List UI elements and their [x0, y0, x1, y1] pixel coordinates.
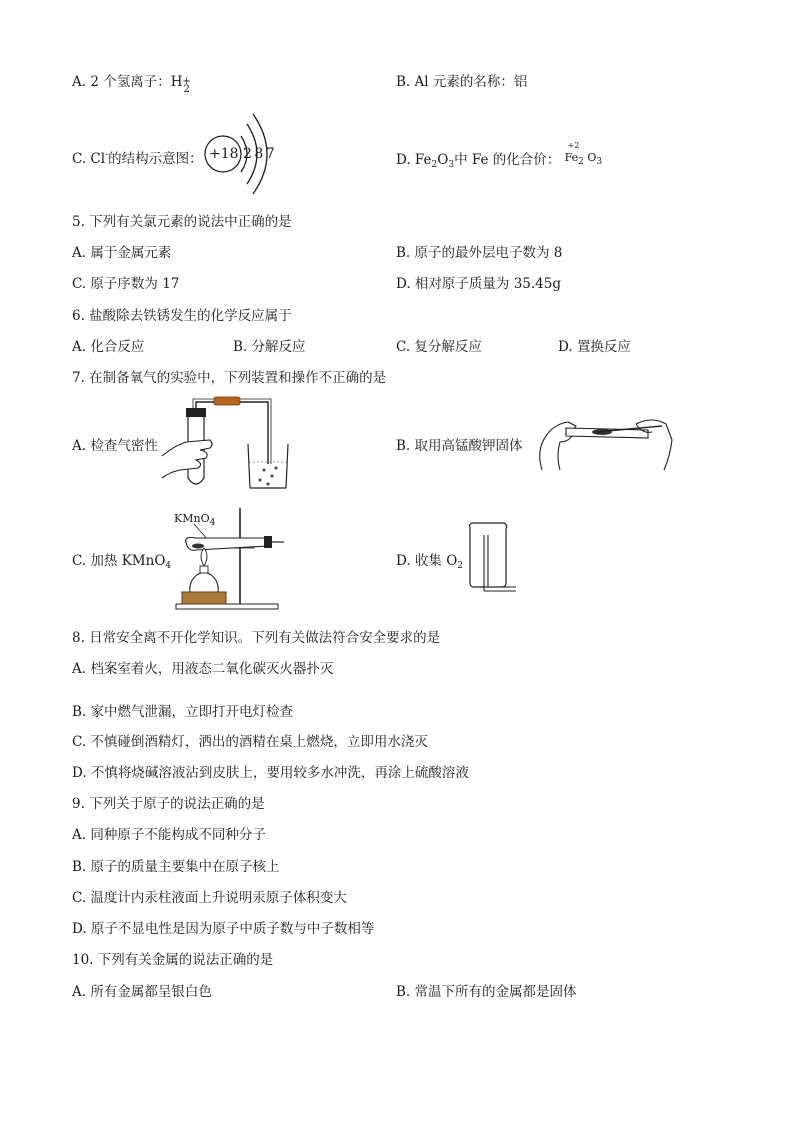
- collecting-oxygen-illustration: [464, 521, 518, 593]
- q8-option-b[interactable]: B. 家中燃气泄漏，立即打开电灯检查: [72, 704, 294, 720]
- spatula-tube-svg: [532, 410, 674, 472]
- h2-subscript: 2: [183, 84, 190, 95]
- q9-option-d[interactable]: D. 原子不显电性是因为原子中质子数与中子数相等: [72, 921, 375, 937]
- q5-option-a[interactable]: A. 属于金属元素: [72, 245, 172, 261]
- q7-option-d[interactable]: D. 收集 $O_2$: [396, 553, 464, 571]
- q7-option-a[interactable]: A. 检查气密性: [72, 438, 158, 454]
- q10-option-b[interactable]: B. 常温下所有的金属都是固体: [396, 984, 577, 1000]
- q6-stem: 6. 盐酸除去铁锈发生的化学反应属于: [72, 308, 292, 324]
- q7-stem: 7. 在制备氧气的实验中，下列装置和操作不正确的是: [72, 370, 387, 386]
- valence-mark: +2: [567, 141, 580, 150]
- h2-charge: +: [182, 76, 191, 87]
- q9-stem: 9. 下列关于原子的说法正确的是: [72, 796, 265, 812]
- kmno4-label: KMnO$_4$: [174, 512, 216, 528]
- q10-stem: 10. 下列有关金属的说法正确的是: [72, 952, 274, 968]
- q8-option-d[interactable]: D. 不慎将烧碱溶液沾到皮肤上，要用较多水冲洗，再涂上硫酸溶液: [72, 765, 469, 781]
- gas-jar-svg: [464, 521, 518, 593]
- q8-option-a[interactable]: A. 档案室着火，用液态二氧化碳灭火器扑灭: [72, 661, 334, 677]
- airtightness-svg: [160, 398, 290, 494]
- airtightness-check-apparatus-illustration: [160, 398, 290, 494]
- q6-option-b[interactable]: B. 分解反应: [233, 339, 306, 355]
- q7-option-b[interactable]: B. 取用高锰酸钾固体: [396, 438, 523, 454]
- q5-option-c[interactable]: C. 原子序数为 17: [72, 276, 180, 292]
- q9-option-b[interactable]: B. 原子的质量主要集中在原子核上: [72, 859, 280, 875]
- q4-option-d[interactable]: D. $Fe_2O_3$中 Fe 的化合价： +2 $Fe_2$ $O_3$: [396, 146, 611, 174]
- heating-kmno4-apparatus-illustration: [168, 506, 286, 612]
- q8-option-c[interactable]: C. 不慎碰倒酒精灯，洒出的酒精在桌上燃烧，立即用水浇灭: [72, 734, 428, 750]
- cl-ion-structure-diagram: [203, 110, 293, 198]
- q4-option-b[interactable]: B. Al 元素的名称：铝: [396, 74, 528, 90]
- taking-potassium-permanganate-illustration: [532, 410, 674, 472]
- fe2o3-valence-formula: +2 $Fe_2$ $O_3$: [565, 146, 611, 164]
- q9-option-a[interactable]: A. 同种原子不能构成不同种分子: [72, 827, 266, 843]
- q9-option-c[interactable]: C. 温度计内汞柱液面上升说明汞原子体积变大: [72, 890, 347, 906]
- q5-option-b[interactable]: B. 原子的最外层电子数为 8: [396, 245, 563, 261]
- nucleus-charge: +18: [209, 146, 239, 162]
- q6-option-c[interactable]: C. 复分解反应: [396, 339, 482, 355]
- q8-stem: 8. 日常安全离不开化学知识。下列有关做法符合安全要求的是: [72, 630, 441, 646]
- q6-option-a[interactable]: A. 化合反应: [72, 339, 145, 355]
- q5-option-d[interactable]: D. 相对原子质量为 35.45g: [396, 276, 562, 292]
- q10-option-a[interactable]: A. 所有金属都呈银白色: [72, 984, 212, 1000]
- q5-stem: 5. 下列有关氯元素的说法中正确的是: [72, 214, 292, 230]
- heating-apparatus-svg: [168, 506, 286, 612]
- q4-option-a[interactable]: A. 2 个氢离子：H + 2: [72, 74, 191, 95]
- q7-option-c[interactable]: C. 加热 KMnO$_4$: [72, 553, 172, 571]
- q6-option-d[interactable]: D. 置换反应: [558, 339, 631, 355]
- q4-option-c[interactable]: C. Cl-的结构示意图：: [72, 150, 203, 167]
- electron-shells: 2 8 7: [243, 146, 274, 162]
